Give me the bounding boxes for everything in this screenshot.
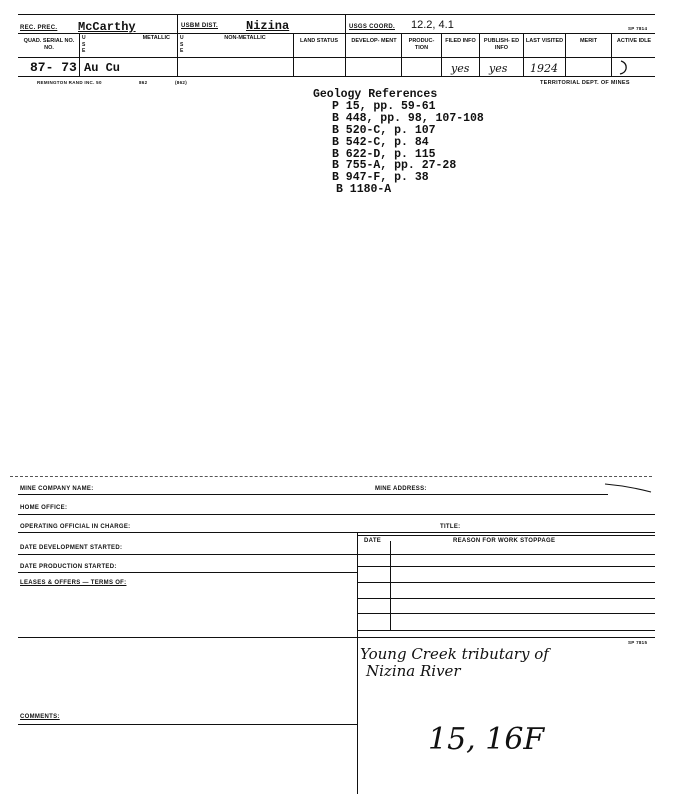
development-header: DEVELOP- MENT (351, 38, 397, 44)
usbm-dist-value: Nizina (246, 19, 290, 33)
date-prod-label: DATE PRODUCTION STARTED: (20, 564, 117, 570)
merit-header: MERIT (579, 38, 598, 44)
production-header: PRODUC- TION (408, 38, 435, 51)
comments-label: COMMENTS: (20, 714, 60, 720)
usgs-coord-label: USGS COORD. (349, 24, 395, 30)
form-code: SP 7814 (628, 26, 648, 31)
filed-info-value: yes (451, 62, 470, 75)
rec-prec-label: REC. PREC. (20, 25, 58, 31)
handwritten-section: 15, 16F (428, 722, 545, 757)
use-prefix-2: U S E (180, 35, 186, 54)
usbm-dist-label: USBM DIST. (181, 23, 219, 29)
handwritten-location-1: Young Creek tributary of (360, 645, 549, 663)
handwritten-location-2: Nizina River (366, 662, 461, 680)
rec-prec-value: McCarthy (78, 20, 136, 34)
metallic-value: Au Cu (84, 61, 121, 75)
quad-serial-value: 87- 73 (30, 60, 77, 75)
mine-address-label: MINE ADDRESS: (375, 486, 427, 492)
footer-code1: 862 (139, 80, 148, 85)
footer-left: REMINGTON RAND INC. 50 (37, 80, 102, 85)
usgs-coord-value: 12.2, 4.1 (411, 19, 454, 31)
filed-info-header: FILED INFO (445, 38, 476, 44)
metallic-header: METALLIC (142, 35, 170, 41)
geology-ref-5: B 622-D, p. 115 (332, 148, 436, 161)
reason-label: REASON FOR WORK STOPPAGE (453, 538, 556, 544)
use-prefix-1: U S E (82, 35, 88, 54)
geology-ref-4: B 542-C, p. 84 (332, 136, 429, 149)
last-visited-value: 1924 (530, 62, 558, 75)
active-idle-header: ACTIVE IDLE (616, 38, 652, 44)
form-code2: SP 7815 (628, 640, 648, 645)
geology-ref-3: B 520-C, p. 107 (332, 124, 436, 137)
quad-serial-header: QUAD. SERIAL NO. NO. (23, 38, 75, 51)
land-status-header: LAND STATUS (300, 38, 338, 44)
operating-official-label: OPERATING OFFICIAL IN CHARGE: (20, 524, 131, 530)
mine-company-label: MINE COMPANY NAME: (20, 486, 94, 492)
geology-ref-2: B 448, pp. 98, 107-108 (332, 112, 484, 125)
date-label: DATE (364, 538, 382, 544)
footer-code2: (862) (175, 80, 188, 85)
nonmetallic-header: NON-METALLIC (224, 35, 266, 41)
pen-stroke (603, 480, 653, 496)
date-dev-label: DATE DEVELOPMENT STARTED: (20, 545, 123, 551)
geology-ref-7: B 947-F, p. 38 (332, 171, 429, 184)
leases-label: LEASES & OFFERS — TERMS OF: (20, 580, 127, 586)
geology-ref-8: B 1180-A (336, 183, 392, 196)
active-check-mark (618, 59, 634, 77)
last-visited-header: LAST VISITED (525, 38, 564, 44)
home-office-label: HOME OFFICE: (20, 505, 68, 511)
geology-ref-6: B 755-A, pp. 27-28 (332, 159, 457, 172)
title-label: TITLE: (440, 524, 461, 530)
footer-right: TERRITORIAL DEPT. OF MINES (540, 80, 630, 86)
published-info-header: PUBLISH- ED INFO (483, 38, 520, 51)
geology-ref-1: P 15, pp. 59-61 (332, 100, 436, 113)
geology-title: Geology References (313, 88, 438, 101)
published-info-value: yes (489, 62, 508, 75)
